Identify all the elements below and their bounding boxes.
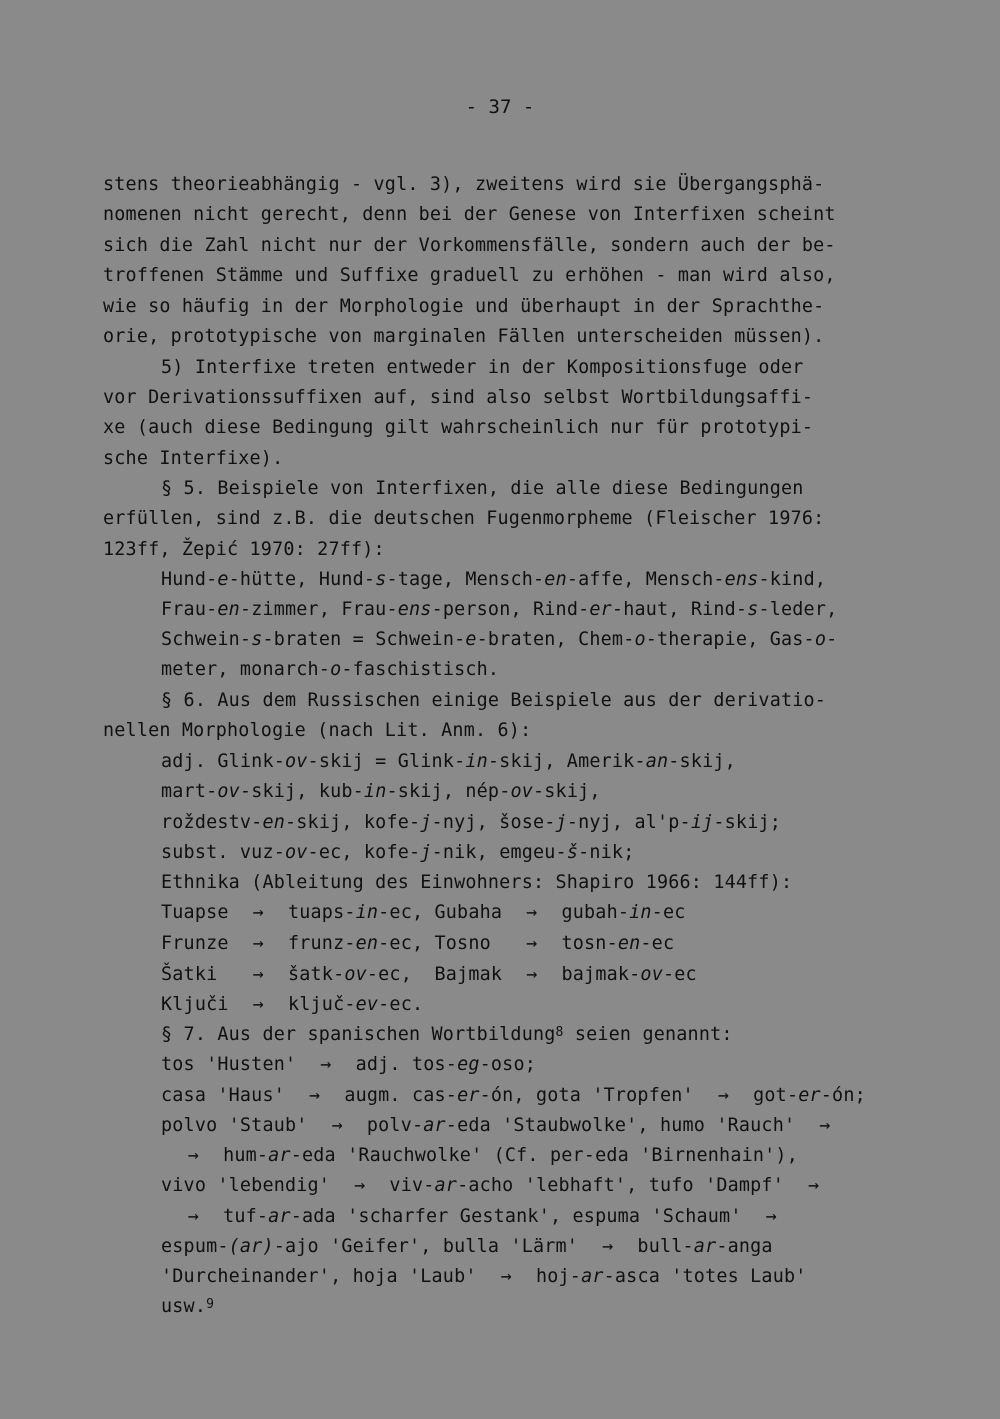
text-segment: -ec, Gubaha — [378, 902, 514, 923]
text-line — [103, 416, 813, 440]
text-segment: Frunze — [161, 933, 240, 954]
text-segment: -skij, Amerik- — [487, 751, 646, 772]
interfix-text: ar — [268, 1145, 291, 1166]
text-segment: polvo 'Staub' — [161, 1115, 319, 1136]
text-segment: augm. cas- — [333, 1085, 458, 1106]
arrow-icon: → — [252, 994, 264, 1015]
text-segment: tuaps- — [276, 902, 356, 923]
text-line — [103, 203, 836, 227]
arrow-icon: → — [187, 1206, 200, 1227]
text-line — [161, 841, 634, 865]
interfix-text: ov — [510, 781, 534, 802]
text-line — [161, 1235, 773, 1259]
arrow-icon: → — [500, 1266, 512, 1287]
text-line — [175, 1144, 798, 1168]
text-segment: -eda 'Rauchwolke' (Cf. per-eda 'Birnenhain'), — [290, 1145, 798, 1166]
text-segment: Šatki — [161, 964, 240, 985]
text-segment: -ec, Bajmak — [366, 964, 514, 985]
arrow-icon: → — [526, 902, 538, 923]
interfix-text: en — [262, 812, 285, 833]
text-segment: xe (auch diese Bedingung gilt wahrscheinlich nur für prototypi- — [103, 417, 814, 438]
interfix-text: j — [555, 812, 567, 833]
text-segment: gubah- — [550, 902, 630, 923]
text-segment: -skij, kub- — [239, 781, 364, 802]
text-segment: Hund- — [161, 569, 218, 590]
text-segment: -braten = Schwein- — [262, 629, 466, 650]
interfix-text: in — [355, 902, 379, 923]
arrow-icon: → — [187, 1145, 200, 1166]
text-segment: nomenen nicht gerecht, denn bei der Genese von Interfixen scheint — [103, 204, 836, 225]
text-segment: -nyj, šose- — [431, 812, 556, 833]
text-line — [161, 963, 697, 987]
interfix-text: ar — [423, 1115, 446, 1136]
text-line — [161, 932, 674, 956]
text-segment: tosn- — [550, 933, 618, 954]
text-line — [161, 1023, 733, 1049]
text-segment: -oso; — [479, 1054, 536, 1075]
text-segment: -anga — [716, 1236, 773, 1257]
text-line — [161, 901, 686, 925]
text-segment: frunz- — [276, 933, 356, 954]
interfix-text: er — [457, 1085, 480, 1106]
text-segment: seien genannt: — [563, 1024, 733, 1045]
text-segment: usw. — [161, 1296, 207, 1317]
text-segment: -acho 'lebhaft', tufo 'Dampf' — [457, 1175, 796, 1196]
text-segment: ključ- — [276, 994, 356, 1015]
interfix-text: ij — [690, 812, 714, 833]
interfix-text: ar — [268, 1206, 291, 1227]
interfix-text: j — [420, 812, 432, 833]
text-line — [103, 386, 813, 410]
text-segment: -skij, — [533, 781, 601, 802]
arrow-icon: → — [354, 1175, 366, 1196]
text-segment: vivo 'lebendig' — [161, 1175, 342, 1196]
text-segment: Ethnika (Ableitung des Einwohners: Shapiro 1966: 144ff): — [161, 872, 793, 893]
interfix-text: ov — [344, 964, 367, 985]
text-segment: stens theorieabhängig - vgl. 3), zweitens wird sie Übergangsphä- — [103, 174, 825, 195]
text-line — [103, 173, 824, 197]
text-segment: viv- — [378, 1175, 435, 1196]
text-segment: 'Durcheinander', hoja 'Laub' — [161, 1266, 488, 1287]
text-segment: -ec, kofe- — [307, 842, 421, 863]
interfix-text: in — [629, 902, 652, 923]
interfix-text: in — [363, 781, 387, 802]
text-line — [161, 1114, 843, 1138]
text-line — [161, 658, 499, 682]
text-segment: -zimmer, Frau- — [239, 599, 398, 620]
text-segment: -skij = Glink- — [307, 751, 466, 772]
text-segment: -haut, Rind- — [611, 599, 748, 620]
text-line — [161, 598, 837, 622]
text-line — [161, 750, 736, 774]
interfix-text: s — [747, 599, 759, 620]
arrow-icon: → — [309, 1085, 321, 1106]
text-segment: bajmak- — [550, 964, 641, 985]
arrow-icon: → — [331, 1115, 343, 1136]
interfix-text: in — [465, 751, 488, 772]
interfix-text: (ar) — [228, 1236, 274, 1257]
text-segment: -kind, — [758, 569, 827, 590]
interfix-text: en — [217, 599, 240, 620]
interfix-text: j — [420, 842, 432, 863]
text-segment: -nik, emgeu- — [431, 842, 567, 863]
interfix-text: s — [375, 569, 387, 590]
text-segment: § 6. Aus dem Russischen einige Beispiele aus der derivatio- — [161, 690, 827, 711]
text-line — [103, 447, 283, 471]
text-segment: - — [826, 629, 838, 650]
text-line — [161, 780, 601, 804]
interfix-text: en — [355, 933, 379, 954]
text-line — [161, 689, 826, 713]
text-segment: wie so häufig in der Morphologie und überhaupt in der Sprachthe- — [103, 296, 825, 317]
text-segment: got- — [741, 1085, 799, 1106]
text-segment: espum- — [161, 1236, 229, 1257]
text-segment: adj. Glink- — [161, 751, 285, 772]
text-segment: nellen Morphologie (nach Lit. Anm. 6): — [103, 720, 532, 741]
text-segment: -asca 'totes Laub' — [603, 1266, 807, 1287]
arrow-icon: → — [526, 933, 538, 954]
text-segment: 123ff, Žepić 1970: 27ff): — [103, 539, 385, 560]
text-segment: -skij; — [713, 812, 782, 833]
text-line — [161, 1084, 866, 1108]
interfix-text: s — [251, 629, 263, 650]
text-segment: -affe, Mensch- — [566, 569, 725, 590]
text-segment: -faschistisch. — [341, 659, 500, 680]
text-segment: roždestv- — [161, 812, 263, 833]
text-segment: -ec — [662, 964, 697, 985]
text-segment: -skij, nép- — [386, 781, 511, 802]
text-segment: erfüllen, sind z.B. die deutschen Fugenmorpheme (Fleischer 1976: — [103, 508, 825, 529]
text-segment: sich die Zahl nicht nur der Vorkommensfälle, sondern auch der be- — [103, 235, 836, 256]
interfix-text: er — [589, 599, 612, 620]
text-segment: -person, Rind- — [431, 599, 590, 620]
text-segment: -ec, Tosno — [378, 933, 514, 954]
arrow-icon: → — [252, 933, 264, 954]
text-segment: šatk- — [276, 964, 345, 985]
interfix-text: e — [217, 569, 229, 590]
text-line — [161, 811, 781, 835]
text-line — [161, 871, 792, 895]
text-line — [103, 719, 531, 743]
arrow-icon: → — [819, 1115, 831, 1136]
text-segment: troffenen Stämme und Suffixe graduell zu erhöhen - man wird also, — [103, 265, 836, 286]
interfix-text: en — [617, 933, 641, 954]
text-segment: sche Interfixe). — [103, 448, 284, 469]
interfix-text: er — [798, 1085, 821, 1106]
text-segment: 5) Interfixe treten entweder in der Kompositionsfuge oder — [161, 357, 804, 378]
text-segment: § 7. Aus der spanischen Wortbildung — [161, 1024, 556, 1045]
arrow-icon: → — [526, 964, 538, 985]
text-segment: Ključi — [161, 994, 240, 1015]
interfix-text: ov — [217, 781, 240, 802]
text-segment: hoj- — [524, 1266, 582, 1287]
text-segment: -ada 'scharfer Gestank', espuma 'Schaum' — [290, 1206, 753, 1227]
text-segment: vor Derivationssuffixen auf, sind also selbst Wortbildungsaffi- — [103, 387, 814, 408]
text-segment: tuf- — [211, 1206, 269, 1227]
text-segment: -ec — [651, 902, 686, 923]
text-segment: orie, prototypische von marginalen Fällen unterscheiden müssen). — [103, 326, 825, 347]
text-segment: Schwein- — [161, 629, 252, 650]
text-line — [161, 1053, 536, 1077]
text-segment: Frau- — [161, 599, 218, 620]
arrow-icon: → — [602, 1236, 614, 1257]
text-segment: -therapie, Gas- — [645, 629, 815, 650]
text-segment: polv- — [355, 1115, 424, 1136]
text-line — [161, 356, 804, 380]
arrow-icon: → — [320, 1054, 332, 1075]
footnote-marker: 8 — [555, 1025, 564, 1040]
interfix-text: ev — [355, 994, 379, 1015]
interfix-text: ar — [581, 1266, 604, 1287]
arrow-icon: → — [765, 1206, 777, 1227]
text-line — [103, 264, 836, 288]
text-segment: -ajo 'Geifer', bulla 'Lärm' — [273, 1236, 590, 1257]
text-line — [161, 628, 837, 652]
text-segment: subst. vuz- — [161, 842, 285, 863]
interfix-text: o — [634, 629, 646, 650]
text-line — [161, 993, 423, 1017]
text-segment: casa 'Haus' — [161, 1085, 297, 1106]
text-line — [175, 1205, 790, 1229]
interfix-text: an — [645, 751, 669, 772]
text-segment: -tage, Mensch- — [386, 569, 545, 590]
text-segment: -ec. — [378, 994, 424, 1015]
footnote-marker: 9 — [206, 1297, 215, 1312]
arrow-icon: → — [252, 902, 264, 923]
text-segment: -ón, gota 'Tropfen' — [479, 1085, 706, 1106]
interfix-text: en — [544, 569, 567, 590]
interfix-text: š — [566, 842, 579, 863]
text-segment: adj. tos- — [344, 1054, 458, 1075]
interfix-text: ov — [285, 751, 308, 772]
arrow-icon: → — [717, 1085, 730, 1106]
text-segment: -nyj, al'p- — [566, 812, 691, 833]
text-segment: -braten, Chem- — [476, 629, 635, 650]
text-line — [161, 1265, 807, 1289]
text-segment: mart- — [161, 781, 218, 802]
interfix-text: ov — [285, 842, 308, 863]
interfix-text: o — [814, 629, 827, 650]
text-segment: Tuapse — [161, 902, 240, 923]
text-segment: hum- — [211, 1145, 269, 1166]
text-line — [161, 1174, 832, 1198]
interfix-text: eg — [457, 1054, 480, 1075]
text-segment: -hütte, Hund- — [228, 569, 376, 590]
text-segment: bull- — [626, 1236, 694, 1257]
text-segment: tos 'Husten' — [161, 1054, 308, 1075]
text-segment: -eda 'Staubwolke', humo 'Rauch' — [445, 1115, 807, 1136]
text-line — [161, 568, 826, 592]
text-segment: -ec — [640, 933, 675, 954]
interfix-text: e — [465, 629, 477, 650]
text-line — [103, 538, 385, 562]
arrow-icon: → — [252, 964, 264, 985]
page-number: - 37 - — [465, 96, 535, 118]
text-line — [103, 507, 824, 531]
interfix-text: ov — [640, 964, 663, 985]
interfix-text: ens — [397, 599, 432, 620]
text-segment: -skij, kofe- — [285, 812, 421, 833]
interfix-text: o — [330, 659, 342, 680]
interfix-text: ar — [434, 1175, 458, 1196]
text-segment: § 5. Beispiele von Interfixen, die alle diese Bedingungen — [161, 478, 804, 499]
text-segment: -skij, — [668, 751, 736, 772]
text-line — [161, 477, 804, 501]
interfix-text: ar — [693, 1236, 717, 1257]
text-line — [103, 234, 836, 258]
text-line — [103, 295, 824, 319]
text-segment: -ón; — [820, 1085, 866, 1106]
text-segment: -nik; — [578, 842, 635, 863]
text-segment: -leder, — [758, 599, 838, 620]
arrow-icon: → — [808, 1175, 820, 1196]
text-line — [161, 1295, 214, 1321]
text-line — [103, 325, 824, 349]
text-segment: meter, monarch- — [161, 659, 331, 680]
interfix-text: ens — [724, 569, 759, 590]
